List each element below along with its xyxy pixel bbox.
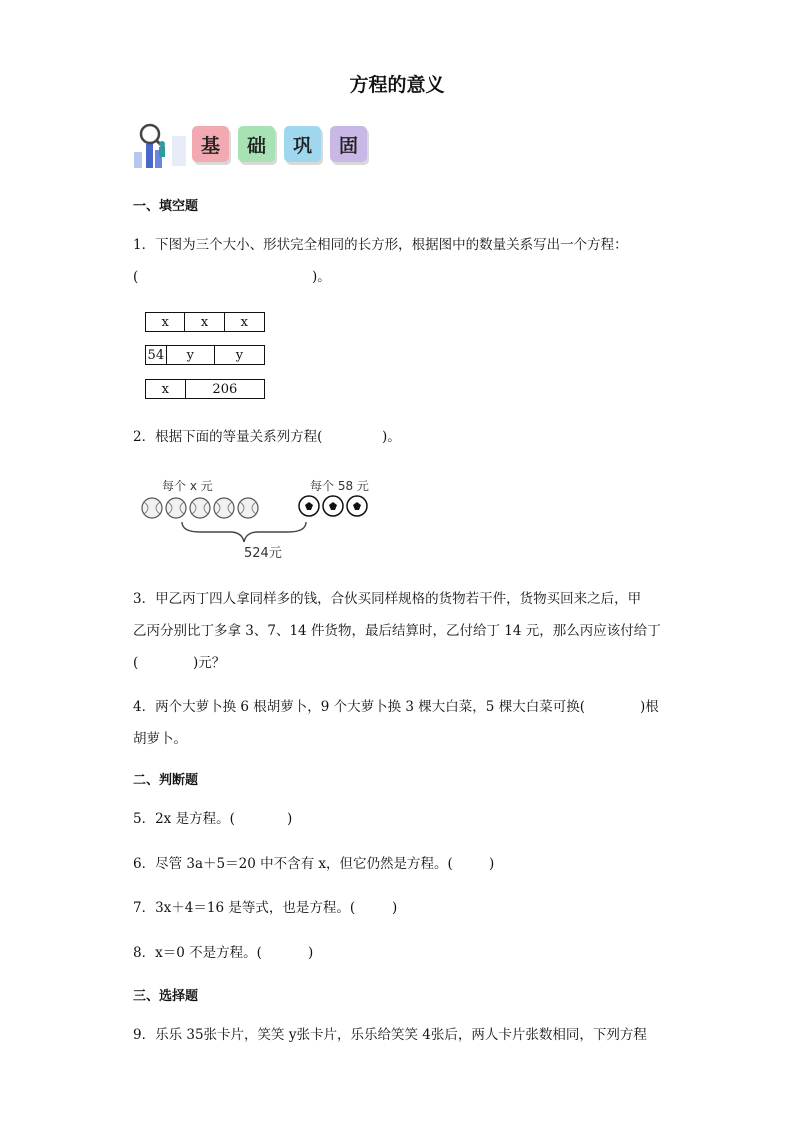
cell: y xyxy=(235,347,244,363)
question-4-line-1: 4．两个大萝卜换 6 根胡萝卜，9 个大萝卜换 3 棵大白菜，5 棵大白菜可换( xyxy=(133,699,585,715)
question-7-close: ) xyxy=(392,900,398,916)
cell: x xyxy=(240,314,249,330)
section-heading-fill: 一、填空题 xyxy=(133,199,199,214)
banner-badge-1: 基 xyxy=(192,126,229,162)
basketball-price-label: 每个 x 元 xyxy=(162,479,213,493)
question-4-line-1-end: )根 xyxy=(640,699,659,715)
question-8-text: 8．x＝0 不是方程。( xyxy=(133,945,262,961)
rectangle-row-3 xyxy=(145,379,265,399)
banner-badge-4: 固 xyxy=(330,126,367,162)
cell: x xyxy=(185,313,224,331)
section-heading-choice: 三、选择题 xyxy=(133,989,199,1004)
magnifier-chart-icon xyxy=(132,122,188,172)
section-heading-judge: 二、判断题 xyxy=(133,773,199,788)
question-2-close: )。 xyxy=(382,429,401,445)
page-title: 方程的意义 xyxy=(349,74,445,96)
question-8-close: ) xyxy=(308,945,314,961)
banner-badge-2: 础 xyxy=(238,126,275,162)
question-5-close: ) xyxy=(287,811,293,827)
football-price-label: 每个 58 元 xyxy=(310,479,369,493)
cell: y xyxy=(167,346,215,364)
question-1-close-paren: )。 xyxy=(312,269,331,285)
question-3-close: )元？ xyxy=(193,655,226,671)
cell: 54 xyxy=(146,346,167,364)
question-2-text: 2．根据下面的等量关系列方程( xyxy=(133,429,323,445)
cell: x xyxy=(146,313,185,331)
question-4-line-2: 胡萝卜。 xyxy=(133,731,187,747)
cell: 206 xyxy=(212,381,238,397)
question-1-open-paren: ( xyxy=(133,269,139,285)
question-9-text: 9．乐乐 35张卡片，笑笑 y张卡片，乐乐给笑笑 4张后，两人卡片张数相同，下列方程 xyxy=(133,1027,647,1043)
question-1-line-1: 1．下图为三个大小、形状完全相同的长方形，根据图中的数量关系写出一个方程： xyxy=(133,237,628,253)
section-banner xyxy=(132,122,382,172)
total-price-label: 524元 xyxy=(244,546,282,561)
basketball-icon xyxy=(142,498,258,518)
question-3-line-1: 3．甲乙丙丁四人拿同样多的钱，合伙买同样规格的货物若干件，货物买回来之后，甲 xyxy=(133,591,642,607)
question-3-line-2: 乙丙分别比丁多拿 3、7、14 件货物，最后结算时，乙付给丁 14 元，那么丙应该付给丁 xyxy=(133,623,661,639)
banner-badge-3: 巩 xyxy=(284,126,321,162)
question-7-text: 7．3x＋4＝16 是等式，也是方程。( xyxy=(133,900,356,916)
rectangle-row-2 xyxy=(145,345,265,365)
cell: x xyxy=(146,380,186,398)
question-6-close: ) xyxy=(489,856,495,872)
question-5-text: 5．2x 是方程。( xyxy=(133,811,235,827)
rectangle-row-1 xyxy=(145,312,265,332)
question-6-text: 6．尽管 3a＋5＝20 中不含有 x，但它仍然是方程。( xyxy=(133,856,453,872)
question-3-open-paren: ( xyxy=(133,655,139,671)
